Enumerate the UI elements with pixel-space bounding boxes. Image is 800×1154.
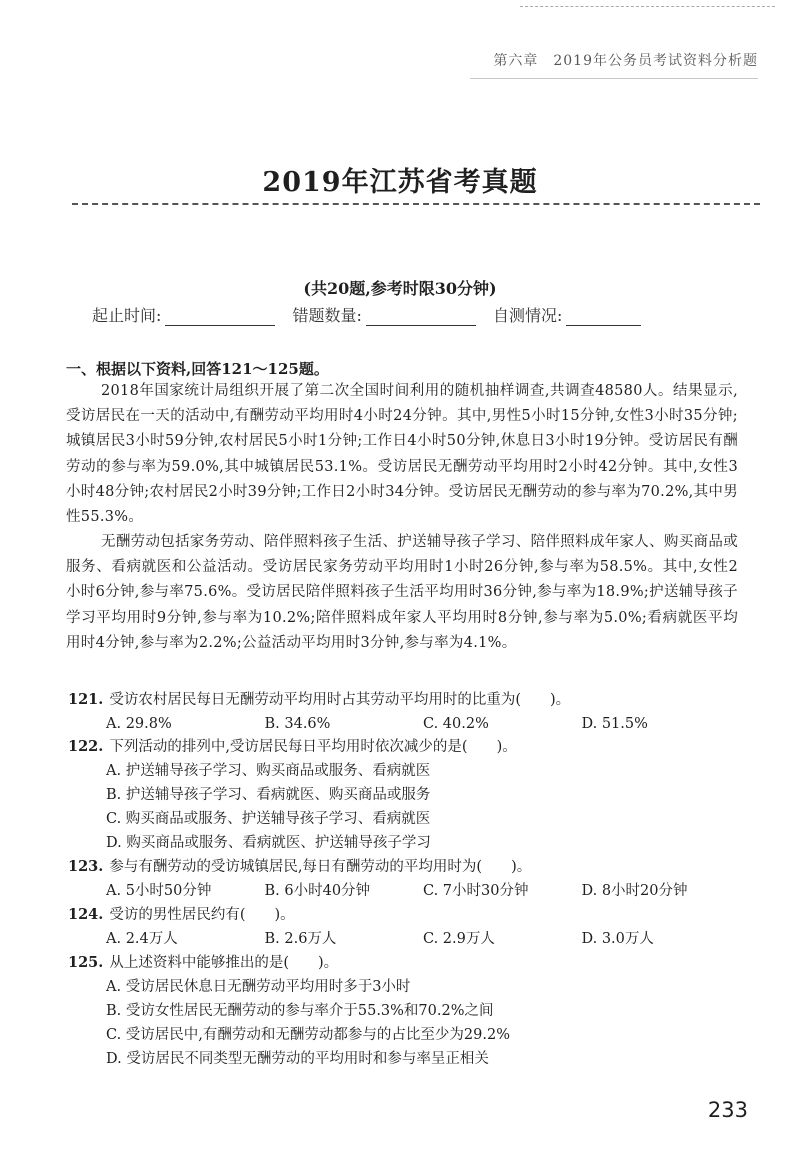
option-b: B. 护送辅导孩子学习、看病就医、购买商品或服务 (106, 787, 431, 803)
question-text: 受访农村居民每日无酬劳动平均用时占其劳动平均用时的比重为( )。 (109, 692, 571, 708)
option-a: A. 受访居民休息日无酬劳动平均用时多于3小时 (106, 979, 411, 995)
page-title: 2019年江苏省考真题 (262, 167, 538, 198)
options-column (68, 975, 740, 1071)
header-rule (470, 78, 758, 79)
option-d: D. 8小时20分钟 (581, 883, 688, 899)
question-stem (68, 688, 740, 712)
option-d: D. 受访居民不同类型无酬劳动的平均用时和参与率呈正相关 (106, 1051, 489, 1067)
question-123 (68, 855, 740, 903)
question-stem (68, 903, 740, 927)
option-b: B. 34.6% (264, 716, 331, 732)
question-number: 121. (68, 691, 104, 708)
question-number: 125. (68, 954, 104, 971)
option-a: A. 护送辅导孩子学习、购买商品或服务、看病就医 (106, 763, 431, 779)
wrong-count-blank (366, 311, 476, 326)
question-number: 123. (68, 858, 104, 875)
option-c: C. 40.2% (423, 716, 489, 732)
options-row (68, 712, 740, 736)
option-a: A. 2.4万人 (106, 931, 178, 947)
question-text: 下列活动的排列中,受访居民每日平均用时依次减少的是( )。 (109, 739, 517, 755)
options-row (68, 927, 740, 951)
self-check-label: 自测情况: (493, 306, 563, 325)
options-column (68, 759, 740, 855)
page-number: 233 (707, 1098, 748, 1122)
option-b: B. 2.6万人 (264, 931, 337, 947)
question-text: 受访的男性居民约有( )。 (109, 907, 295, 923)
question-number: 122. (68, 738, 104, 755)
wrong-count-label: 错题数量: (292, 306, 362, 325)
top-scan-line (520, 6, 775, 7)
question-121 (68, 688, 740, 736)
option-c: C. 受访居民中,有酬劳动和无酬劳动都参与的占比至少为29.2% (106, 1027, 510, 1043)
question-stem (68, 951, 740, 975)
option-d: D. 51.5% (581, 716, 648, 732)
option-b: B. 受访女性居民无酬劳动的参与率介于55.3%和70.2%之间 (106, 1003, 494, 1019)
start-time-blank (165, 311, 275, 326)
section-heading: 一、根据以下资料,回答121～125题。 (66, 360, 329, 378)
start-time-label: 起止时间: (92, 306, 162, 325)
subtitle: (共20题,参考时限30分钟) (303, 279, 497, 298)
meta-row (92, 303, 653, 326)
option-b: B. 6小时40分钟 (264, 883, 371, 899)
option-c: C. 7小时30分钟 (423, 883, 529, 899)
question-number: 124. (68, 906, 104, 923)
question-125 (68, 951, 740, 1071)
question-stem (68, 735, 740, 759)
running-header: 第六章 2019年公务员考试资料分析题 (493, 53, 758, 69)
options-row (68, 879, 740, 903)
question-122 (68, 735, 740, 855)
passage-paragraph-1: 2018年国家统计局组织开展了第二次全国时间利用的随机抽样调查,共调查48580人。结果显示,受访居民在一天的活动中,有酬劳动平均用时4小时24分钟。其中,男性5小时15分钟,女性3小时35分钟;城镇居民3小时59分钟,农村居民5小时1分钟;工作日4小时50分钟,休息日3小时19分钟。受访居民有酬劳动的参与率为59.0%,其中城镇居民53.1%。受访居民无酬劳动平均用时2小时42分钟。其中,女性3小时48分钟;农村居民2小时39分钟;工作日2小时34分钟。受访居民无酬劳动的参与率为70.2%,其中男性55.3%。 (66, 383, 738, 526)
option-a: A. 5小时50分钟 (106, 883, 212, 899)
option-c: C. 购买商品或服务、护送辅导孩子学习、看病就医 (106, 811, 431, 827)
option-c: C. 2.9万人 (423, 931, 495, 947)
passage-paragraph-2: 无酬劳动包括家务劳动、陪伴照料孩子生活、护送辅导孩子学习、陪伴照料成年家人、购买商品或服务、看病就医和公益活动。受访居民家务劳动平均用时1小时26分钟,参与率为58.5%。其中,女性2小时6分钟,参与率75.6%。受访居民陪伴照料孩子生活平均用时36分钟,参与率为18.9%;护送辅导孩子学习平均用时9分钟,参与率为10.2%;陪伴照料成年家人平均用时8分钟,参与率为5.0%;看病就医平均用时4分钟,参与率为2.2%;公益活动平均用时3分钟,参与率为4.1%。 (66, 534, 738, 651)
option-d: D. 购买商品或服务、看病就医、护送辅导孩子学习 (106, 835, 431, 851)
question-text: 参与有酬劳动的受访城镇居民,每日有酬劳动的平均用时为( )。 (109, 859, 532, 875)
question-124 (68, 903, 740, 951)
option-a: A. 29.8% (106, 716, 172, 732)
question-text: 从上述资料中能够推出的是( )。 (109, 955, 339, 971)
title-rule (72, 203, 760, 205)
option-d: D. 3.0万人 (581, 931, 654, 947)
self-check-blank (566, 311, 641, 326)
question-stem (68, 855, 740, 879)
